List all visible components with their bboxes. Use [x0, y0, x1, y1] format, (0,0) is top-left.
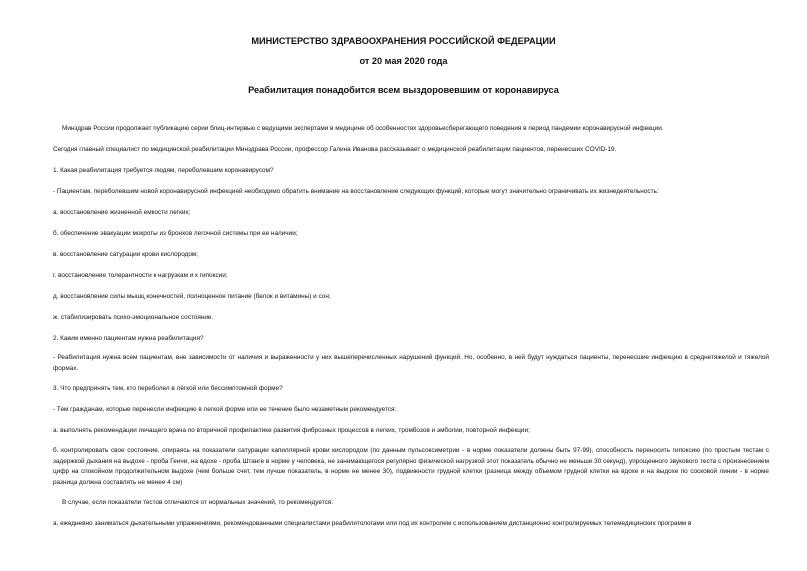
document-title: Реабилитация понадобится всем выздоровевшим от коронавируса [248, 85, 559, 95]
list-item-v: в. восстановление сатурации крови кислородом; [53, 251, 199, 258]
list-item-zh: ж. стабилизировать психо-эмоциональное состояние. [53, 314, 214, 321]
recommendation-a: а. выполнять рекомендации лечащего врача по вторичной профилактике развития фиброзных процессов в легких, тромбозов и эмболии, повторной инфекции; [53, 427, 530, 434]
answer-3: - Тем гражданам, которые перенесли инфекцию в легкой форме или ее течение было незаметным рекомендуется: [53, 406, 397, 413]
answer-2: - Реабилитация нужна всем пациентам, вне зависимости от наличия и выраженности у них вышеперечисленных нарушений функций. Но, особенно, в ней будут нуждаться пациенты, перенесшие инфекцию в среднетяжелой и тяжелой формах. [53, 354, 769, 372]
answer-1: - Пациентам, переболевшим новой коронавирусной инфекцией необходимо обратить внимание на восстановление следующих функций, которые могут значительно ограничивать их жизнедеятельность: [53, 188, 659, 195]
paragraph-intro: Минздрав России продолжает публикацию серии блиц-интервью с ведущими экспертами в медицине об особенностях здоровьесберегающего поведения в период пандемии коронавирусной инфекции. [62, 125, 664, 132]
question-3: 3. Что предпринять тем, кто переболел в лёгкой или бессимптомной форме? [53, 385, 283, 392]
question-1: 1. Какая реабилитация требуется людям, переболевшим коронавирусом? [53, 167, 274, 174]
exercise-recommendation-a: а. ежедневно заниматься дыхательными упражнениями, рекомендованными специалистами реабилитологами или под их контролем с использованием дистанционно контролируемых телемедицинских программ в [53, 520, 692, 527]
recommendation-b: б. контролировать свое состояние, опираясь на показатели сатурации капиллярной крови кислородом (по данным пульсоксиметрии - в норме показатели должны быть 97-99), способность переносить гипоксию (по простым тестам с задержкой дыхания на выдохе - проба Генчи, на вдохе - проба Штанге в норме у человека, не занимающегося регулярно физической нагрузкой этот показатель обычно не меньше 30 секунд), упрощенного звукового теста с произнесением цифр на спокойном продолжительном выдохе (чем больше счет, тем лучше показатель, в норме не менее 30), подвижности грудной клетки (разница между объемом грудной клетки на вдохе и на выдохе по сосковой линии - в норме разница должна составлять не менее 4 см) [53, 447, 769, 486]
document-date: от 20 мая 2020 года [359, 56, 448, 66]
list-item-a: а. восстановление жизненной емкости легких; [53, 209, 191, 216]
paragraph-specialist: Сегодня главный специалист по медицинской реабилитации Минздрава России, профессор Галина Иванова рассказывает о медицинской реабилитации пациентов, перенесших COVID-19. [53, 146, 617, 153]
list-item-b: б. обеспечение эвакуации мокроты из бронхов легочной системы при ее наличии; [53, 230, 298, 237]
list-item-g: г. восстановление толерантности к нагрузкам и к гипоксии; [53, 272, 228, 279]
paragraph-abnormal-tests: В случае, если показатели тестов отличаются от нормальных значений, то рекомендуется: [62, 499, 334, 506]
list-item-d: д. восстановление силы мышц конечностей, полноценное питание (белок и витамины) и сон; [53, 293, 331, 300]
question-2: 2. Каким именно пациентам нужна реабилитация? [53, 335, 204, 342]
ministry-heading: МИНИСТЕРСТВО ЗДРАВООХРАНЕНИЯ РОССИЙСКОЙ ФЕДЕРАЦИИ [251, 36, 556, 46]
